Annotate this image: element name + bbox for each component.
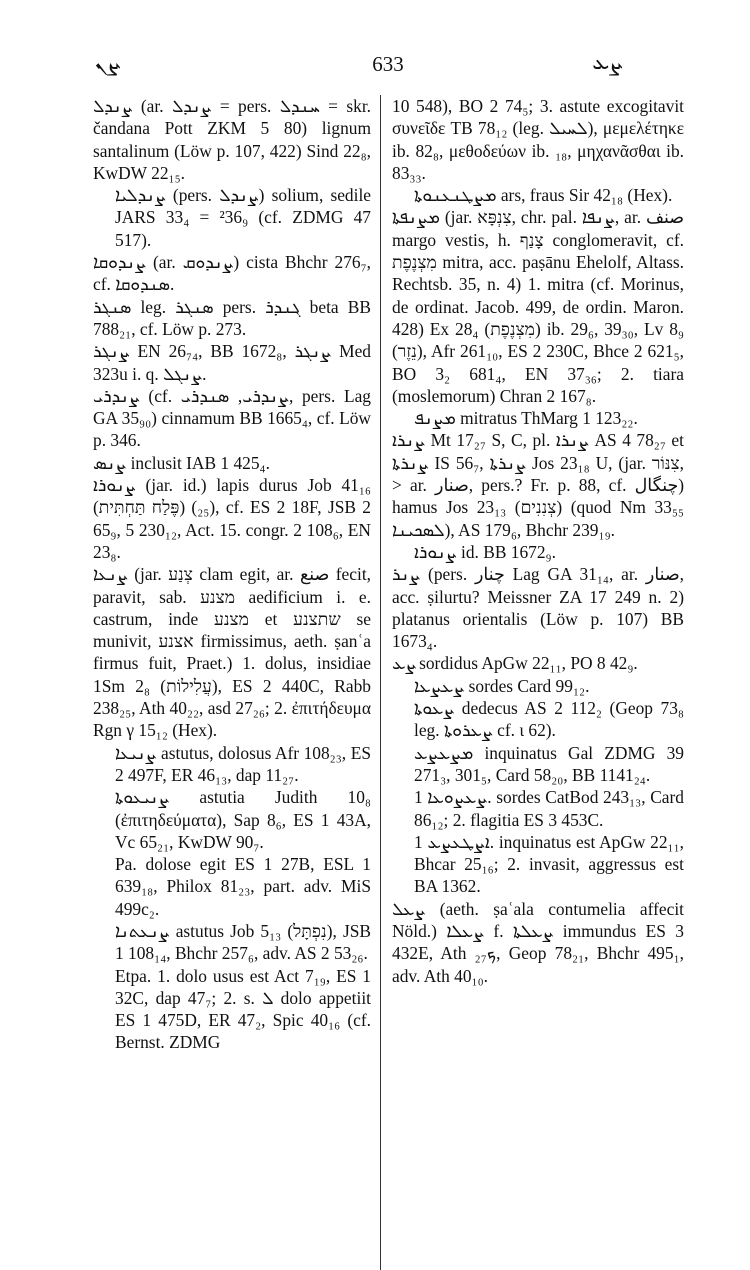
- dictionary-subentry: ܨܢܕܠܝܐ (pers. ܨܢܕܠ) solium, sedile JARS 33₄ = ²36₉ (cf. ZDMG 47 517).: [115, 185, 372, 250]
- page-number: 633: [372, 52, 404, 76]
- dictionary-subentry: ܨܥܘܬܐ dedecus AS 2 112₂ (Geop 73₈ leg. ܨܥܪܘܬܐ cf. ι 62).: [414, 698, 684, 741]
- dictionary-entry: ܨܥܠ (aeth. ṣaʿala contumelia affecit Nöld.) ܨܥܠܐ f. ܨܥܠܬܐ immundus ES 3 432E, Ath ܟ₂₇, Geop 78₂₁, Bhchr 495₁, adv. Ath 40₁₀.: [392, 898, 684, 986]
- dictionary-entry: ܨܢܕܘܩܐ (ar. ܨܢܕܘܩ) cista Bhchr 276₇, cf. ܣܢܕܘܩܐ.: [93, 252, 371, 295]
- dictionary-entry: ܨܢܕܠ (ar. ܨܢܕܠ = pers. ܚܢܕܠ = skr. čandana Pott ZKM 5 80) lignum santalinum (Löw p. 107, 422) Sind 22₈, KwDW 22₁₅.: [93, 96, 372, 183]
- dictionary-entry: ܨܢܘܪܐ (jar. id.) lapis durus Job 41₁₆ (פֶּלַח תַּחְתִּית) (₂₅), cf. ES 2 18F, JSB 2 65₉, 5 230₁₂, Act. 15. congr. 2 108₆, EN 23₈.: [93, 475, 371, 562]
- dictionary-entry: ܨܢܣ inclusit IAB 1 425₄.: [93, 452, 270, 473]
- running-head-left-root: ܨܢ: [95, 50, 121, 75]
- dictionary-entry: 10 548), BO 2 74₅; 3. astute excogitavit συνεῖδε TB 78₁₂ (leg. ܠܚܝܠ), μεμελέτηκε ib. 82₈, μεθοδεύων ib. ₁₈, μηχανᾶσθαι ib. 83₃₃.: [392, 96, 685, 183]
- dictionary-subentry: Pa. dolose egit ES 1 27B, ESL 1 639₁₈, Philox 81₂₃, part. adv. MiS 499c₂.: [115, 854, 371, 919]
- column-divider: [380, 95, 381, 1270]
- dictionary-subentry: ܨܢܘܪܐ id. BB 1672₉.: [414, 541, 556, 562]
- dictionary-entry: ܨܢܥܐ (jar. צְנַע clam egit, ar. صنع fecit, paravit, sab. מצנע aedificium i. e. castrum, inde מצנע et שתצנע se munivit, אצנע firmissimus, aeth. ṣanʿa firmus fuit, Praet.) 1. dolus, insidiae 1Sm 2₈ (עֲלִילוֹת), ES 2 440C, Rabb 238₂₅, Ath 40₂₂, asd 27₂₆; 2. ἐπιτήδευμα Rgn γ 15₁₂ (Hex).: [93, 564, 372, 741]
- dictionary-subentry: ܨܢܥܬܢܐ astutus Job 5₁₃ (נִפְתָּל), JSB 1 108₁₄, Bhchr 257₆, adv. AS 2 53₂₆.: [115, 920, 371, 964]
- dictionary-subentry: ܨܢܝܥܘܬܐ astutia Judith 10₈ (ἐπιτηδεύματα), Sap 8₆, ES 1 43A, Vc 65₂₁, KwDW 90₇.: [115, 787, 371, 852]
- dictionary-subentry: ܡܨܢܦ mitratus ThMarg 1 123₂₂.: [414, 408, 638, 429]
- dictionary-subentry: ܨܥܨܥܐ sordes Card 99₁₂.: [414, 675, 590, 696]
- dictionary-subentry: ܡܨܛܢܥܢܘܬܐ ars, fraus Sir 42₁₈ (Hex).: [414, 185, 673, 206]
- dictionary-subentry: ܐܨܛܥܨܥ 1. inquinatus est ApGw 22₁₁, Bhcar 25₁₆; 2. invasit, aggressus est BA 1362.: [414, 831, 685, 897]
- dictionary-entry: ܡܨܢܦܬܐ (jar. צִנְפָּא, chr. pal. ܨܢܦܐ, ar. صنف margo vestis, h. צָנַף conglomeravit, cf. מִצְנֶפֶת mitra, acc. paṣānu Ehelolf, Altass. Rechtsb. 35, n. 4) 1. mitra (cf. Morinus, de ordinat. Jacob. 499, de ordin. Maron. 428) Ex 28₄ (מִצְנֶפֶת) ib. 29₆, 39₃₀, Lv 8₉ (נֵזֶר), Afr 261₁₀, ES 2 230C, Bhce 2 621₅, BO 3₂ 681₄, EN 37₃₆; 2. tiara (moslemorum) Chran 2 167₈.: [392, 207, 684, 406]
- dictionary-subentry: ܨܥܨܘܥܐ 1. sordes CatBod 243₁₃, Card 86₁₂; 2. flagitia ES 3 453C.: [414, 787, 684, 830]
- dictionary-entry: ܣܢܓܪ leg. ܣܢܓܪ pers. ܓܢܕܪ beta BB 788₂₁, cf. Löw p. 273.: [93, 296, 371, 339]
- dictionary-entry: ܨܢܓܪ EN 26₇₄, BB 1672₈, ܨܢܓܪ Med 323u i. q. ܨܢܓܠ.: [93, 341, 371, 384]
- dictionary-subentry: ܡܨܥܨܥ inquinatus Gal ZDMG 39 271₃, 301₅, Card 58₂₀, BB 1141₂₄.: [414, 742, 684, 785]
- dictionary-entry: ܨܥ sordidus ApGw 22₁₁, PO 8 42₉.: [392, 653, 638, 674]
- right-column: [392, 95, 684, 987]
- dictionary-subentry: Etpa. 1. dolo usus est Act 7₁₉, ES 1 32C, dap 47₇; 2. s. ܠ dolo appetiit ES 1 475D, ER 47₂, Spic 40₁₆ (cf. Bernst. ZDMG: [115, 965, 371, 1053]
- dictionary-entry: ܨܢܕܪܝ (cf. ܨܢܕܪܝ, ܣܢܕܪܝ, pers. Lag GA 35₉₀) cinnamum BB 1665₄, cf. Löw p. 346.: [93, 385, 371, 451]
- left-column: [93, 95, 371, 1054]
- dictionary-entry: ܨܢܪܐ Mt 17₂₇ S, C, pl. ܨܢܪܐ AS 4 78₂₇ et ܨܢܪܬܐ IS 56₇, ܨܢܪܬܐ Jos 23₁₈ U, (jar. צִנּוֹר, > ar. صنار, pers.? Fr. p. 88, cf. چنگال) hamus Jos 23₁₃ (צְנִנִים) (quod Nm 33₅₅ ܠܣܟܝܢܐ), AS 179₆, Bhchr 239₁₉.: [392, 430, 684, 540]
- running-head: [93, 50, 683, 80]
- dictionary-entry: ܨܢܪ (pers. چنار Lag GA 31₁₄, ar. صنار, acc. ṣilurtu? Meissner ZA 17 249 n. 2) platanus orientalis (Löw p. 107) BB 1673₄.: [392, 564, 684, 652]
- running-head-right-root: ܨܥ: [592, 50, 621, 75]
- dictionary-subentry: ܨܢܝܥܐ astutus, dolosus Afr 108₂₃, ES 2 497F, ER 46₁₃, dap 11₂₇.: [115, 742, 371, 785]
